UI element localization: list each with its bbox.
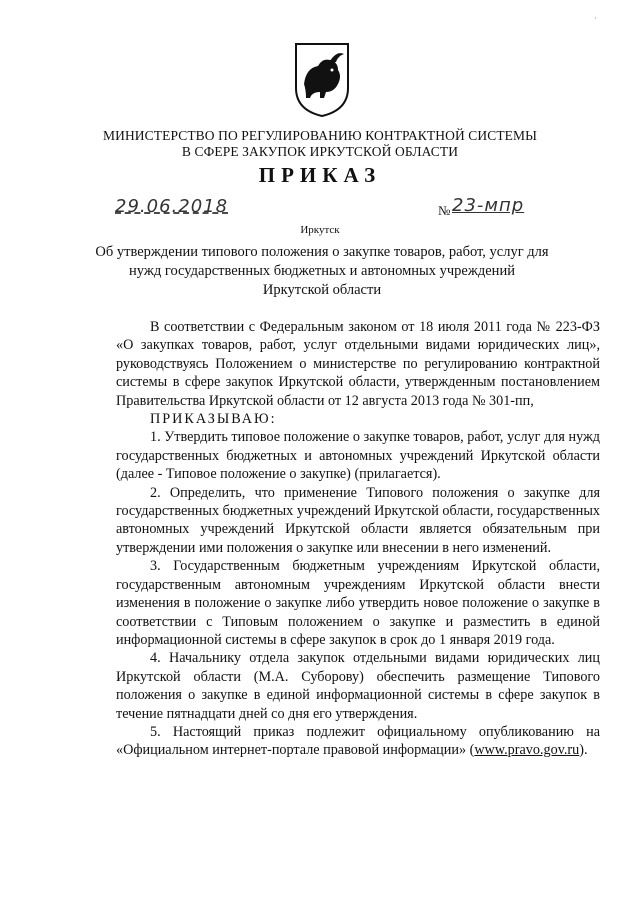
order-number: 23-мпр (452, 195, 525, 216)
item-5-text: 5. Настоящий приказ подлежит официальному опубликованию на «Официальном интернет-портале правовой информации» ( (116, 723, 600, 759)
item-5 (116, 723, 600, 760)
orders-heading: ПРИКАЗЫВАЮ: (150, 411, 277, 428)
ministry-line-2: В СФЕРЕ ЗАКУПОК ИРКУТСКОЙ ОБЛАСТИ (181, 144, 459, 159)
order-body (116, 318, 600, 760)
number-sign: № (438, 203, 451, 218)
coat-of-arms-emblem (292, 40, 352, 118)
subject-line-1: Об утверждении типового положения о закупке товаров, работ, услуг для (95, 244, 549, 260)
order-date: 29.06.2018 (115, 196, 229, 217)
preamble-paragraph: В соответствии с Федеральным законом от 18 июля 2011 года № 223-ФЗ «О закупках товаров, работ, услуг отдельными видами юридических лиц», руководствуясь Положением о министерстве по регулированию контрактной системы в сфере закупок Иркутской области, утвержденным постановлением Правительства Иркутской области от 12 августа 2013 года № 301-пп, (116, 319, 600, 409)
item-3: 3. Государственным бюджетным учреждениям Иркутской области, государственным автономным учреждениям Иркутской области внести изменения в положение о закупке либо утвердить новое положение о закупке в соответствии с Типовым положением о закупке и разместить в единой информационной системы в сфере закупок в срок до 1 января 2019 года. (116, 558, 600, 648)
item-1: 1. Утвердить типовое положение о закупке товаров, работ, услуг для нужд государственных бюджетных и автономных учреждений Иркутской области (далее - Типовое положение о закупке) (прилагается). (116, 429, 600, 483)
order-subject (92, 243, 552, 300)
ministry-name (60, 128, 580, 160)
item-4: 4. Начальнику отдела закупок отдельными видами юридических лиц Иркутской области (М.А. Суборову) обеспечить размещение Типового положения о закупке в единой информационной системы в сфере закупок в течение пятнадцати дней со дня его утверждения. (116, 650, 600, 722)
item-5-end: ). (579, 742, 588, 759)
pravo-gov-link[interactable]: www.pravo.gov.ru (474, 742, 580, 759)
document-type-title: ПРИКАЗ (258, 163, 382, 187)
subject-line-3: Иркутской области (262, 282, 382, 298)
subject-line-2: нужд государственных бюджетных и автономных учреждений (129, 263, 515, 279)
corner-mark: · (594, 14, 597, 23)
item-2: 2. Определить, что применение Типового положения о закупке для государственных бюджетных учреждений Иркутской области, государственных автономных учреждений Иркутской области является обязательным при утверждении ими положения о закупке или внесении в него изменений. (116, 484, 600, 556)
city-name: Иркутск (300, 224, 340, 236)
ministry-line-1: МИНИСТЕРСТВО ПО РЕГУЛИРОВАНИЮ КОНТРАКТНОЙ СИСТЕМЫ (103, 128, 537, 143)
